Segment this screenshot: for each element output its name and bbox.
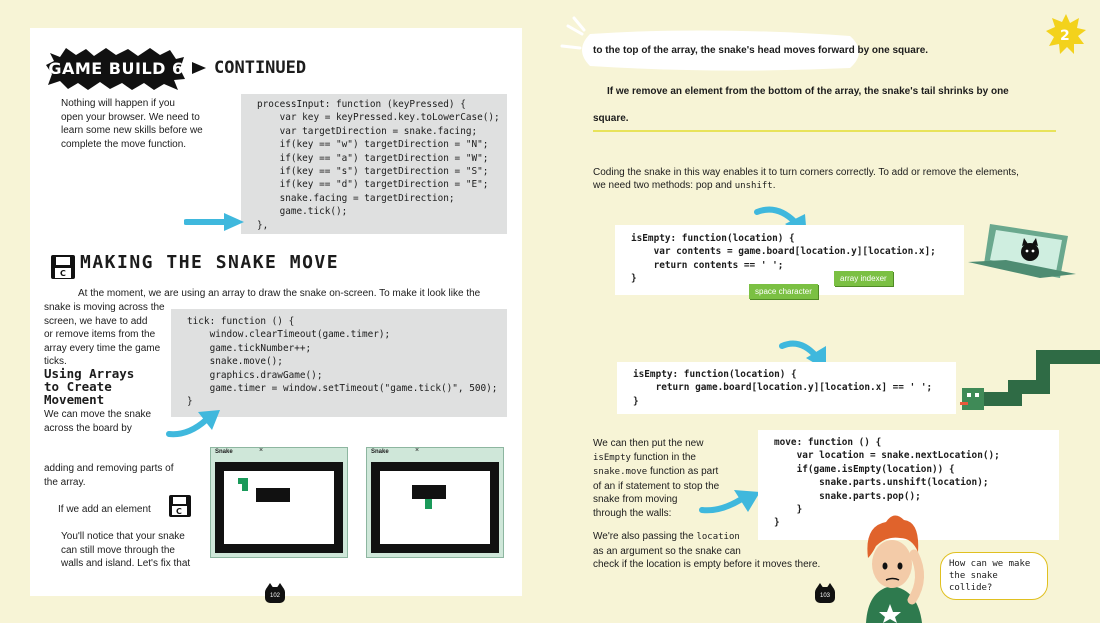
arrays-line: the array.	[44, 476, 86, 488]
put-line: of an if statement to stop the	[593, 480, 720, 492]
board-play-area	[380, 471, 490, 544]
put-line: through the walls:	[593, 507, 672, 519]
speech-line: the snake collide?	[949, 571, 998, 593]
coding-text: we need two methods: pop and	[593, 180, 735, 191]
coding-line-2	[593, 179, 775, 194]
continued-label: CONTINUED	[214, 58, 307, 78]
page-number-right: 103	[815, 587, 835, 603]
window-title: Snake	[215, 449, 233, 455]
arrays-text-2	[44, 462, 204, 489]
coding-text: .	[772, 180, 776, 191]
passing-text	[593, 530, 833, 572]
speech-line: How can we make	[949, 559, 1031, 569]
speech-bubble	[940, 552, 1048, 600]
if-add-text: If we add an element	[58, 504, 151, 515]
intro-text	[61, 97, 236, 151]
subheading-line: Using Arrays	[44, 366, 135, 381]
para-line: screen, we have to add	[44, 315, 148, 327]
put-text-span: function as part	[647, 466, 719, 478]
notice-line: You'll notice that your snake	[61, 531, 185, 542]
notice-text	[61, 530, 221, 571]
step-number: 2	[1060, 28, 1070, 44]
game-board	[371, 462, 499, 553]
para-line: array every time the game	[44, 342, 161, 354]
floppy-disk-icon	[168, 494, 192, 518]
arrow-curve-icon	[698, 486, 766, 518]
island-block	[412, 485, 446, 499]
move-code-block: move: function () { var location = snake.nextLocation(); if(game.isEmpty(location)) { snake.parts.unshift(location); snake.parts.pop(); } }	[758, 430, 1059, 540]
boy-character-illustration	[846, 508, 940, 623]
para-line: or remove items from the	[44, 329, 156, 341]
inline-code: location	[696, 532, 740, 542]
svg-text:C: C	[176, 507, 182, 516]
passing-line	[593, 530, 833, 545]
snake-window	[210, 447, 348, 558]
inline-code: isEmpty	[593, 452, 631, 463]
subheading-line: Movement	[44, 392, 105, 407]
snake-segment	[242, 484, 248, 491]
window-title: Snake	[371, 449, 389, 455]
arrays-line: adding and removing parts of	[44, 463, 174, 474]
top-line-text: to the top of the array, the snake's head moves forward by one square.	[593, 45, 929, 56]
intro-line: learn some new skills before we	[61, 125, 203, 137]
passing-line: check if the location is empty before it moves there.	[593, 559, 821, 571]
para-text	[44, 301, 179, 369]
intro-line: complete the move function.	[61, 138, 187, 150]
section-heading: MAKING THE SNAKE MOVE	[80, 252, 340, 273]
board-play-area	[224, 471, 334, 544]
arrow-curve-icon	[164, 406, 226, 442]
put-line: We can then put the new	[593, 438, 704, 449]
put-line	[593, 451, 743, 466]
coding-line-1: Coding the snake in this way enables it to turn corners correctly. To add or remove the elements,	[593, 167, 1019, 178]
isempty-code-block-1: isEmpty: function(location) { var contents = game.board[location.y][location.x]; return contents == ' '; }	[615, 225, 964, 295]
floppy-disk-icon	[50, 254, 76, 280]
laptop-icon	[968, 220, 1076, 282]
snake-window	[366, 447, 504, 558]
arrays-line: across the board by	[44, 422, 132, 434]
para-first-line: At the moment, we are using an array to draw the snake on-screen. To make it look like the	[78, 288, 481, 299]
passing-text-span: We're also passing the	[593, 531, 697, 542]
subheading	[44, 367, 134, 406]
put-line: snake from moving	[593, 494, 678, 506]
svg-text:C: C	[60, 269, 66, 278]
para-line: ticks.	[44, 356, 67, 368]
subheading-line: to Create	[44, 379, 112, 394]
space-character-label: space character	[749, 284, 818, 299]
arrays-text	[44, 408, 174, 435]
remove-line-2: square.	[593, 113, 629, 124]
intro-line: open your browser. We need to	[61, 111, 200, 123]
intro-line: Nothing will happen if you	[61, 98, 175, 109]
isempty-code-block-2: isEmpty: function(location) { return game.board[location.y][location.x] == ' '; }	[617, 362, 956, 414]
pixel-snake-icon	[960, 348, 1100, 414]
window-close-icon[interactable]: ×	[415, 447, 420, 454]
snake-segment	[425, 499, 432, 509]
game-board	[215, 462, 343, 553]
page-number-left: 102	[265, 587, 285, 603]
notice-line: can still move through the	[61, 544, 175, 556]
array-indexer-label: array indexer	[834, 271, 893, 286]
process-input-code-block: processInput: function (keyPressed) { var key = keyPressed.key.toLowerCase(); var targetDirection = snake.facing; if(key == "w") targetDirection = "N"; if(key == "a") targetDirection = "W"; if(key == "s") targetDirection = "S"; if(key == "d") targetDirection = "E"; snake.facing = targetDirection; game.tick(); },	[241, 94, 507, 234]
inline-code: snake.move	[593, 467, 648, 478]
notice-line: walls and island. Let's fix that	[61, 558, 191, 570]
arrays-line: We can move the snake	[44, 409, 152, 420]
arrow-right-icon	[184, 211, 246, 233]
yellow-divider	[593, 130, 1056, 132]
tick-code-block: tick: function () { window.clearTimeout(game.timer); game.tickNumber++; snake.move(); graphics.drawGame(); game.timer = window.setTimeout("game.tick()", 500); }	[171, 309, 507, 417]
step-number-burst	[1046, 14, 1086, 54]
remove-line-1: If we remove an element from the bottom of the array, the snake's tail shrinks by one	[607, 86, 1009, 97]
put-text-span: function in the	[630, 451, 696, 463]
inline-code: unshift	[734, 181, 773, 191]
window-close-icon[interactable]: ×	[259, 447, 264, 454]
passing-line: as an argument so the snake can	[593, 545, 741, 557]
game-build-badge	[46, 47, 186, 91]
para-line: snake is moving across the	[44, 302, 165, 313]
put-line	[593, 465, 743, 480]
badge-label: GAME BUILD 6	[48, 59, 184, 78]
island-block	[256, 488, 290, 502]
play-arrow-icon	[192, 62, 206, 74]
